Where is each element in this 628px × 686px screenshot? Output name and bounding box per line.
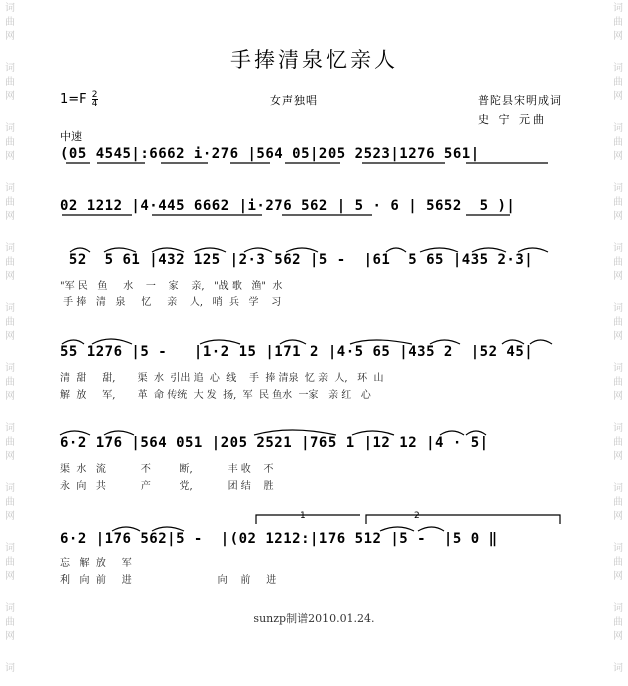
watermark-char: 词 bbox=[5, 603, 15, 614]
watermark-char: 曲 bbox=[5, 497, 15, 508]
key-label: 1=F bbox=[60, 92, 87, 107]
staff-row-2: 02 1212 |4·445 6662 |i·276 562 | 5 · 6 | 5652 5 )| bbox=[60, 198, 516, 214]
watermark-right bbox=[610, 0, 626, 686]
lyric-line-4a: 清 甜 甜, 渠 水 引出 追 心 线 手 捧 清泉 忆 亲 人, 环 山 bbox=[60, 373, 384, 384]
tempo-marking: 中速 bbox=[60, 130, 82, 143]
watermark-char: 网 bbox=[5, 511, 15, 522]
watermark-char: 曲 bbox=[5, 377, 15, 388]
watermark-char: 网 bbox=[613, 211, 623, 222]
watermark-char: 网 bbox=[5, 631, 15, 642]
watermark-char: 曲 bbox=[5, 617, 15, 628]
volta-2-label: 2 bbox=[414, 511, 420, 521]
staff-row-1: (05 4545|:6662 i·276 |564 05|205 2523|1276 561| bbox=[60, 146, 480, 162]
watermark-char: 词 bbox=[613, 243, 623, 254]
watermark-char: 词 bbox=[613, 303, 623, 314]
lyric-line-5a: 渠 水 流 不 断, 丰 收 不 bbox=[60, 464, 274, 475]
watermark-char: 网 bbox=[613, 271, 623, 282]
watermark-char: 词 bbox=[5, 3, 15, 14]
lyric-line-6a: 忘 解 放 军 bbox=[60, 558, 132, 569]
transcriber-note: sunzp制谱2010.01.24. bbox=[253, 612, 375, 625]
song-title: 手捧清泉忆亲人 bbox=[230, 48, 398, 72]
staff-row-4: 55 1276 |5 - |1·2 15 |171 2 |4·5 65 |435 2 |52 45| bbox=[60, 344, 534, 360]
lyric-line-3b: 手 捧 清 泉 忆 亲 人, 哨 兵 学 习 bbox=[60, 297, 282, 308]
staff-row-5: 6·2 176 |564 051 |205 2521 |765 1 |12 12 |4 · 5| bbox=[60, 435, 489, 451]
watermark-char: 曲 bbox=[613, 557, 623, 568]
watermark-char: 词 bbox=[613, 603, 623, 614]
watermark-char: 曲 bbox=[613, 377, 623, 388]
watermark-char: 词 bbox=[5, 243, 15, 254]
watermark-char: 词 bbox=[5, 63, 15, 74]
watermark-char: 曲 bbox=[5, 317, 15, 328]
watermark-char: 词 bbox=[5, 483, 15, 494]
watermark-char: 网 bbox=[5, 451, 15, 462]
watermark-char: 网 bbox=[5, 271, 15, 282]
watermark-char: 曲 bbox=[613, 497, 623, 508]
watermark-char: 词 bbox=[613, 183, 623, 194]
watermark-char: 词 bbox=[613, 363, 623, 374]
watermark-char: 网 bbox=[613, 571, 623, 582]
watermark-char: 曲 bbox=[613, 617, 623, 628]
time-signature bbox=[92, 91, 98, 108]
meter-bottom: 4 bbox=[91, 99, 98, 109]
watermark-char: 网 bbox=[5, 571, 15, 582]
watermark-char: 词 bbox=[613, 483, 623, 494]
watermark-char: 曲 bbox=[5, 77, 15, 88]
staff-row-3: 52 5 61 |432 125 |2·3 562 |5 - |61 5 65 |435 2·3| bbox=[60, 252, 534, 268]
watermark-char: 曲 bbox=[5, 197, 15, 208]
performance-type: 女声独唱 bbox=[270, 94, 318, 107]
watermark-left bbox=[2, 0, 18, 686]
slur bbox=[530, 340, 552, 344]
watermark-char: 网 bbox=[613, 151, 623, 162]
watermark-char: 网 bbox=[5, 91, 15, 102]
watermark-char: 曲 bbox=[613, 77, 623, 88]
watermark-char: 词 bbox=[613, 663, 623, 674]
watermark-char: 曲 bbox=[613, 197, 623, 208]
watermark-char: 网 bbox=[613, 31, 623, 42]
meter-top: 2 bbox=[91, 90, 98, 100]
lyric-line-3a: "军 民 鱼 水 一 家 亲, "战 歌 渔" 水 bbox=[60, 281, 283, 292]
watermark-char: 曲 bbox=[5, 17, 15, 28]
watermark-char: 网 bbox=[613, 91, 623, 102]
watermark-char: 网 bbox=[613, 451, 623, 462]
watermark-char: 词 bbox=[5, 303, 15, 314]
watermark-char: 网 bbox=[5, 391, 15, 402]
watermark-char: 词 bbox=[5, 123, 15, 134]
watermark-char: 曲 bbox=[5, 437, 15, 448]
watermark-char: 网 bbox=[613, 511, 623, 522]
watermark-char: 网 bbox=[613, 631, 623, 642]
watermark-char: 词 bbox=[5, 663, 15, 674]
composer-credit: 史 宁 元曲 bbox=[478, 113, 547, 126]
lyric-line-6b: 利 向 前 进 向 前 进 bbox=[60, 575, 277, 586]
lyric-line-4b: 解 放 军, 革 命 传统 大 发 扬, 军 民 鱼水 一家 亲 红 心 bbox=[60, 390, 371, 401]
watermark-char: 曲 bbox=[613, 137, 623, 148]
watermark-char: 曲 bbox=[613, 317, 623, 328]
watermark-char: 曲 bbox=[613, 437, 623, 448]
watermark-char: 网 bbox=[613, 331, 623, 342]
watermark-char: 词 bbox=[613, 3, 623, 14]
watermark-char: 词 bbox=[5, 183, 15, 194]
watermark-char: 网 bbox=[5, 31, 15, 42]
watermark-char: 网 bbox=[5, 331, 15, 342]
volta-bracket-2 bbox=[366, 515, 560, 524]
watermark-char: 词 bbox=[613, 123, 623, 134]
watermark-char: 词 bbox=[613, 543, 623, 554]
lyric-line-5b: 永 向 共 产 党, 团 结 胜 bbox=[60, 481, 274, 492]
watermark-char: 曲 bbox=[5, 137, 15, 148]
watermark-char: 曲 bbox=[5, 557, 15, 568]
watermark-char: 词 bbox=[5, 423, 15, 434]
volta-bracket-1 bbox=[256, 515, 360, 524]
watermark-char: 网 bbox=[5, 211, 15, 222]
watermark-char: 曲 bbox=[613, 17, 623, 28]
watermark-char: 词 bbox=[613, 423, 623, 434]
staff-row-6: 6·2 |176 562|5 - |(02 1212:|176 512 |5 - |5 0 ‖ bbox=[60, 531, 498, 547]
volta-1-label: 1 bbox=[300, 511, 306, 521]
watermark-char: 网 bbox=[5, 151, 15, 162]
watermark-char: 词 bbox=[5, 543, 15, 554]
watermark-char: 词 bbox=[613, 63, 623, 74]
watermark-char: 曲 bbox=[613, 257, 623, 268]
watermark-char: 曲 bbox=[5, 257, 15, 268]
key-signature bbox=[60, 91, 98, 108]
lyricist-credit: 普陀县宋明成词 bbox=[478, 94, 562, 107]
watermark-char: 网 bbox=[613, 391, 623, 402]
watermark-char: 词 bbox=[5, 363, 15, 374]
